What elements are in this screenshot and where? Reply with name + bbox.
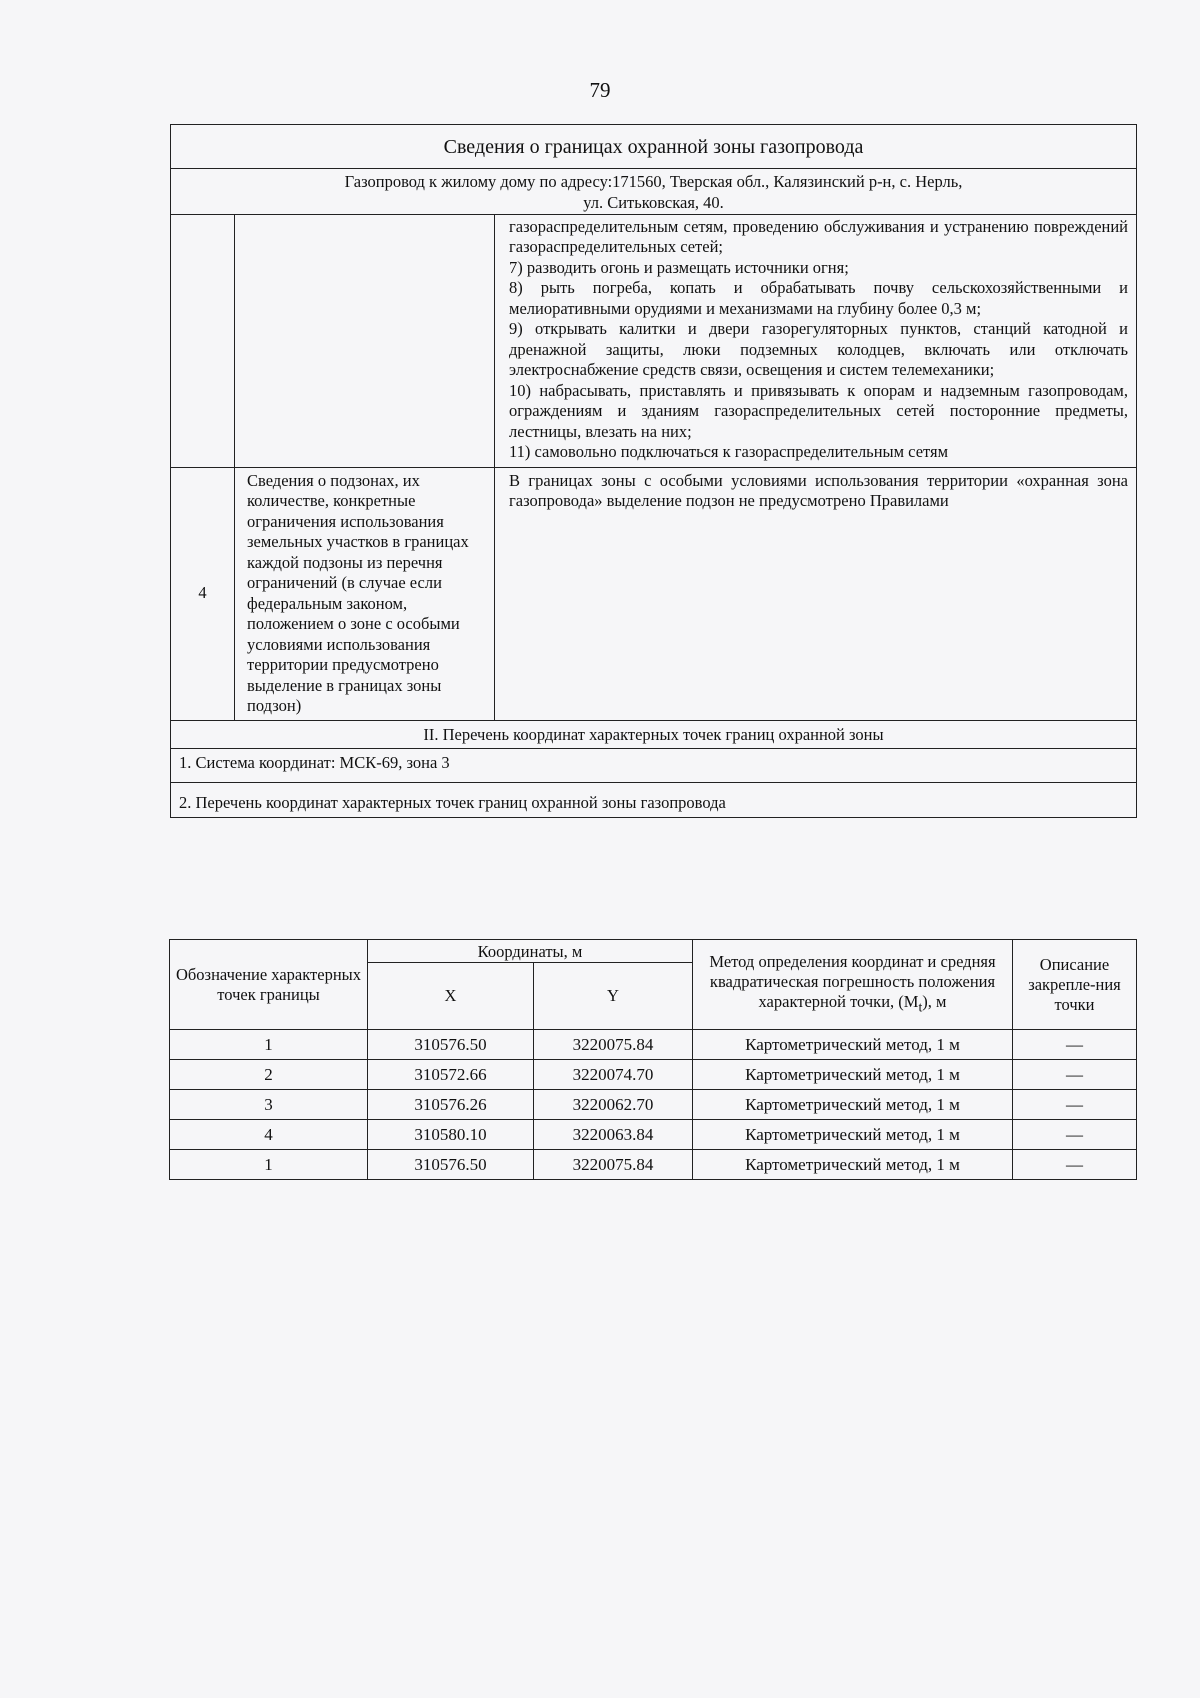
point-id: 1 [170,1150,368,1180]
subzones-content: В границах зоны с особыми условиями использования территории «охранная зона газопровода» выделение подзон не предусмотрено Правилами [495,467,1137,720]
coord-x: 310576.50 [368,1030,534,1060]
coord-x: 310580.10 [368,1120,534,1150]
method: Картометрический метод, 1 м [693,1150,1013,1180]
subzones-description: Сведения о подзонах, их количестве, конкретные ограничения использования земельных участков в границах каждой подзоны из перечня ограничений (в случае если федеральным законом, положением о зоне с особыми условиями использования территории предусмотрено выделение в границах зоны подзон) [235,467,495,720]
header-method [693,940,1013,1030]
coordinate-system: 1. Система координат: МСК-69, зона 3 [171,749,1137,783]
point-description: — [1013,1120,1137,1150]
point-id: 4 [170,1120,368,1150]
header-x: X [368,963,534,1030]
method: Картометрический метод, 1 м [693,1030,1013,1060]
restriction-item: газораспределительным сетям, проведению обслуживания и устранению повреждений газораспределительных сетей; [509,216,1129,256]
table-row [170,1120,1137,1150]
coord-x: 310576.26 [368,1090,534,1120]
point-id: 2 [170,1060,368,1090]
empty-number-cell [171,214,235,467]
coord-y: 3220075.84 [534,1150,693,1180]
row-number: 4 [171,467,235,720]
coord-y: 3220075.84 [534,1030,693,1060]
table-row [170,1150,1137,1180]
empty-description-cell [235,214,495,467]
table-row [170,1090,1137,1120]
address-line-2: ул. Ситьковская, 40. [583,192,724,212]
point-id: 1 [170,1030,368,1060]
subzones-row [171,467,1137,720]
section-2-title: II. Перечень координат характерных точек границ охранной зоны [171,720,1137,749]
points-list-title: 2. Перечень координат характерных точек границ охранной зоны газопровода [171,782,1137,818]
object-address [171,168,1137,214]
address-line-1: Газопровод к жилому дому по адресу:171560, Тверская обл., Калязинский р-н, с. Нерль, [344,171,963,191]
restrictions-row [171,214,1137,467]
point-description: — [1013,1030,1137,1060]
header-method-unit: ), м [922,991,947,1011]
coord-y: 3220074.70 [534,1060,693,1090]
header-coordinates: Координаты, м [368,940,693,963]
restrictions-cell [495,214,1137,467]
coordinates-table [169,939,1137,1180]
coord-y: 3220063.84 [534,1120,693,1150]
coord-x: 310572.66 [368,1060,534,1090]
restriction-item: 8) рыть погреба, копать и обрабатывать почву сельскохозяйственными и мелиоративными орудиями и механизмами на глубину более 0,3 м; [509,278,1129,318]
coord-y: 3220062.70 [534,1090,693,1120]
protection-zone-info-table [170,124,1137,818]
restriction-item: 11) самовольно подключаться к газораспределительным сетям [509,442,949,461]
page-number: 79 [589,78,611,102]
header-method-subscript: t [918,999,923,1015]
coord-x: 310576.50 [368,1150,534,1180]
method: Картометрический метод, 1 м [693,1090,1013,1120]
table-title: Сведения о границах охранной зоны газопровода [171,125,1137,169]
restriction-item: 9) открывать калитки и двери газорегуляторных пунктов, станций катодной и дренажной защиты, люки подземных колодцев, включать или отключать электроснабжение средств связи, освещения и систем телемеханики; [509,319,1129,379]
table-row [170,1030,1137,1060]
header-y: Y [534,963,693,1030]
restriction-item: 10) набрасывать, приставлять и привязывать к опорам и надземным газопроводам, ограждениям и зданиям газораспределительных сетей посторонние предметы, лестницы, влезать на них; [509,380,1129,441]
header-method-text: Метод определения координат и средняя квадратическая погрешность положения характерной точки, (M [709,951,996,1011]
restriction-item: 7) разводить огонь и размещать источники огня; [509,257,849,277]
table-row [170,1060,1137,1090]
point-description: — [1013,1090,1137,1120]
method: Картометрический метод, 1 м [693,1120,1013,1150]
header-description: Описание закрепле-ния точки [1013,940,1137,1030]
point-description: — [1013,1150,1137,1180]
point-description: — [1013,1060,1137,1090]
method: Картометрический метод, 1 м [693,1060,1013,1090]
point-id: 3 [170,1090,368,1120]
header-designation: Обозначение характерных точек границы [170,940,368,1030]
